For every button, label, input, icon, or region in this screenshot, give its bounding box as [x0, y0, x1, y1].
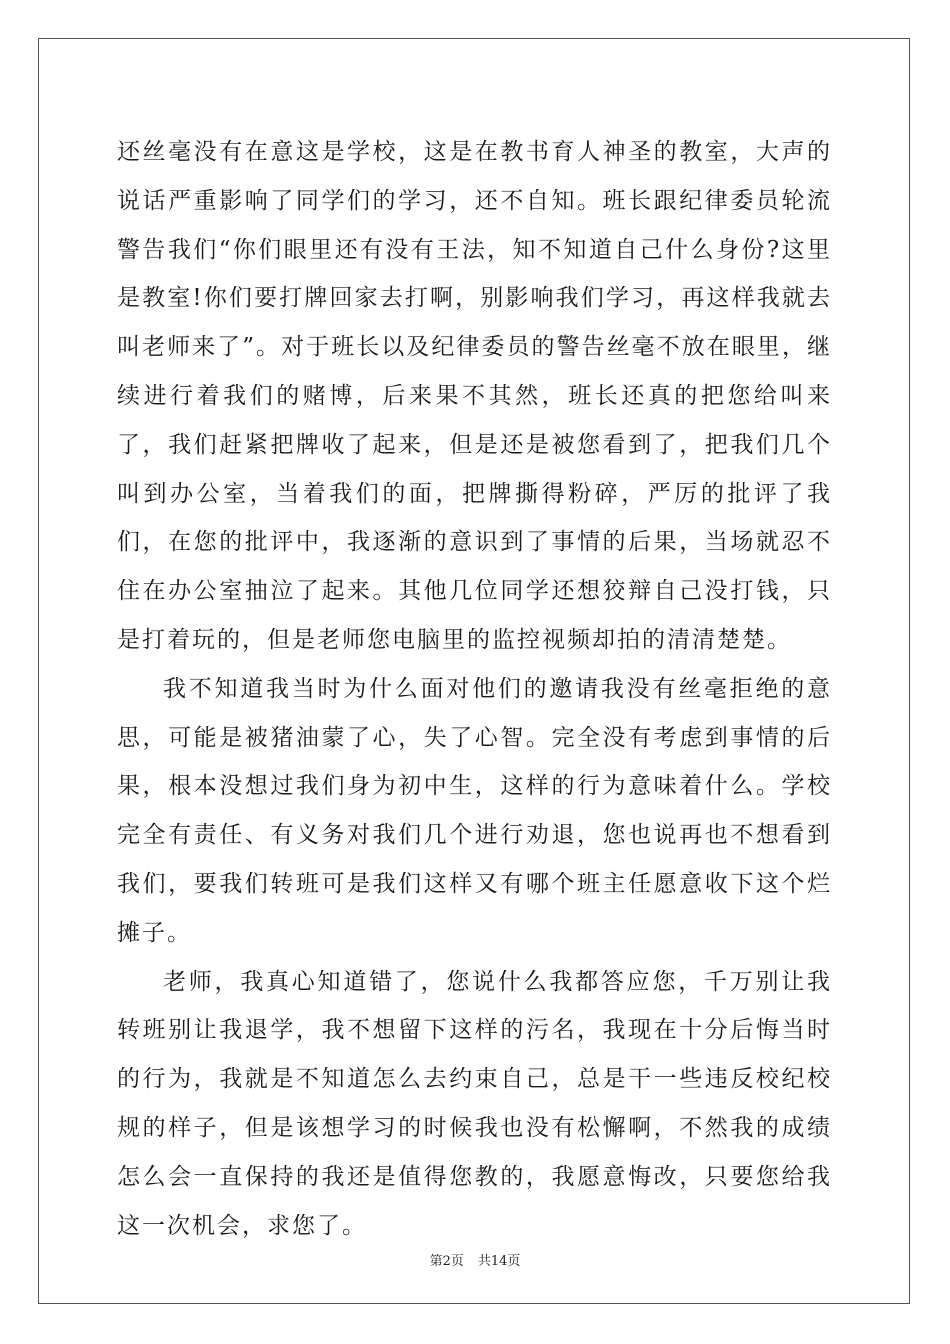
- paragraph-reflection: 我不知道我当时为什么面对他们的邀请我没有丝毫拒绝的意思，可能是被猪油蒙了心，失了心智。完全没有考虑到事情的后果，根本没想过我们身为初中生，这样的行为意味着什么。学校完全有责任、有义务对我们几个进行劝退，您也说再也不想看到我们，要我们转班可是我们这样又有哪个班主任愿意收下这个烂摊子。: [117, 675, 832, 946]
- document-body: [117, 128, 832, 1250]
- page-footer: [0, 1250, 950, 1269]
- paragraph-continuation: 还丝毫没有在意这是学校，这是在教书育人神圣的教室，大声的说话严重影响了同学们的学习，还不自知。班长跟纪律委员轮流警告我们“你们眼里还有没有王法，知不知道自己什么身份?这里是教室!你们要打牌回家去打啊，别影响我们学习，再这样我就去叫老师来了”。对于班长以及纪律委员的警告丝毫不放在眼里，继续进行着我们的赌博，后来果不其然，班长还真的把您给叫来了，我们赶紧把牌收了起来，但是还是被您看到了，把我们几个叫到办公室，当着我们的面，把牌撕得粉碎，严厉的批评了我们，在您的批评中，我逐渐的意识到了事情的后果，当场就忍不住在办公室抽泣了起来。其他几位同学还想狡辩自己没打钱，只是打着玩的，但是老师您电脑里的监控视频却拍的清清楚楚。: [117, 139, 832, 653]
- page-total: 共14页: [477, 1254, 521, 1269]
- page-number: 第2页: [429, 1254, 464, 1269]
- paragraph-apology: 老师，我真心知道错了，您说什么我都答应您，千万别让我转班别让我退学，我不想留下这样的污名，我现在十分后悔当时的行为，我就是不知道怎么去约束自己，总是干一些违反校纪校规的样子，但是该想学习的时候我也没有松懈啊，不然我的成绩怎么会一直保持的我还是值得您教的，我愿意悔改，只要您给我这一次机会，求您了。: [117, 968, 832, 1239]
